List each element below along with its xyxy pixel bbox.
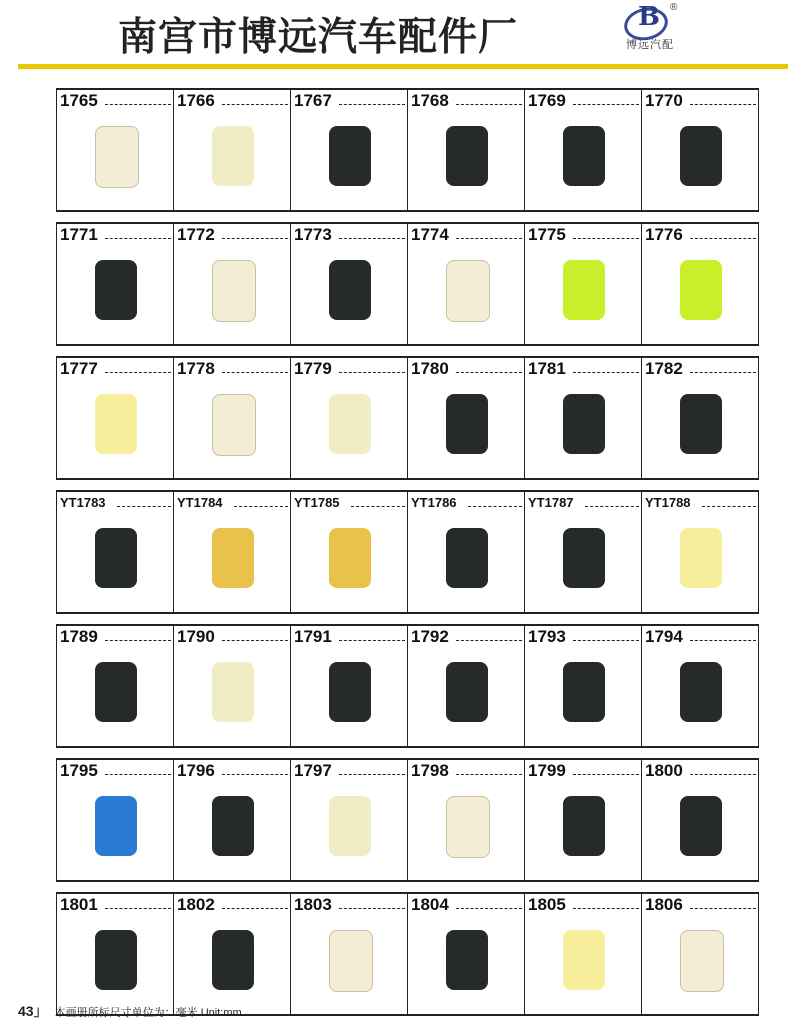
part-code: YT1785	[294, 495, 340, 510]
code-leader-line	[105, 774, 171, 775]
part-photo	[329, 528, 371, 588]
part-code: 1801	[60, 895, 98, 914]
part-photo	[329, 930, 373, 992]
part-cell[interactable]	[57, 894, 174, 1014]
part-code: 1781	[528, 359, 566, 378]
code-leader-line	[573, 372, 639, 373]
code-leader-line	[702, 506, 756, 507]
part-code: 1789	[60, 627, 98, 646]
part-code: 1768	[411, 91, 449, 110]
part-cell[interactable]	[174, 626, 291, 746]
part-cell[interactable]	[642, 90, 759, 210]
part-photo	[212, 260, 256, 322]
part-cell[interactable]	[525, 492, 642, 612]
code-leader-line	[105, 372, 171, 373]
part-photo	[212, 528, 254, 588]
part-photo	[563, 126, 605, 186]
part-cell[interactable]	[291, 90, 408, 210]
code-leader-line	[351, 506, 405, 507]
parts-row	[56, 88, 759, 212]
part-photo	[329, 662, 371, 722]
part-code: 1803	[294, 895, 332, 914]
code-leader-line	[222, 908, 288, 909]
code-leader-line	[456, 774, 522, 775]
part-photo	[212, 394, 256, 456]
code-leader-line	[339, 774, 405, 775]
code-leader-line	[573, 774, 639, 775]
part-code: 1804	[411, 895, 449, 914]
part-photo	[680, 126, 722, 186]
part-cell[interactable]	[408, 224, 525, 344]
part-photo	[563, 930, 605, 990]
part-code: 1793	[528, 627, 566, 646]
part-photo	[563, 394, 605, 454]
part-cell[interactable]	[642, 492, 759, 612]
part-code: 1765	[60, 91, 98, 110]
part-photo	[329, 260, 371, 320]
part-cell[interactable]	[525, 224, 642, 344]
part-code: 1778	[177, 359, 215, 378]
part-photo	[212, 930, 254, 990]
part-code: 1798	[411, 761, 449, 780]
part-code: 1777	[60, 359, 98, 378]
part-cell[interactable]	[408, 90, 525, 210]
part-code: 1779	[294, 359, 332, 378]
part-code: 1791	[294, 627, 332, 646]
code-leader-line	[690, 774, 756, 775]
part-photo	[680, 662, 722, 722]
code-leader-line	[339, 640, 405, 641]
part-photo	[95, 260, 137, 320]
code-leader-line	[690, 238, 756, 239]
part-cell[interactable]	[408, 358, 525, 478]
code-leader-line	[690, 908, 756, 909]
part-cell[interactable]	[525, 626, 642, 746]
code-leader-line	[456, 372, 522, 373]
part-code: 1790	[177, 627, 215, 646]
part-code: 1766	[177, 91, 215, 110]
part-photo	[95, 796, 137, 856]
code-leader-line	[339, 372, 405, 373]
part-cell[interactable]	[525, 760, 642, 880]
code-leader-line	[573, 238, 639, 239]
part-photo	[563, 662, 605, 722]
header-rule	[18, 64, 788, 69]
part-photo	[446, 796, 490, 858]
part-code: 1769	[528, 91, 566, 110]
part-code: 1772	[177, 225, 215, 244]
part-cell[interactable]	[57, 760, 174, 880]
part-cell[interactable]	[525, 358, 642, 478]
part-cell[interactable]	[408, 492, 525, 612]
unit-note: 本画册所标尺寸单位为：毫米 Unit:mm	[54, 1007, 242, 1019]
part-code: 1806	[645, 895, 683, 914]
parts-row	[56, 758, 759, 882]
code-leader-line	[456, 104, 522, 105]
code-leader-line	[105, 908, 171, 909]
part-cell[interactable]	[408, 760, 525, 880]
part-code: 1796	[177, 761, 215, 780]
code-leader-line	[456, 238, 522, 239]
part-cell[interactable]	[642, 894, 759, 1014]
part-cell[interactable]	[174, 224, 291, 344]
part-photo	[329, 394, 371, 454]
page-header	[0, 0, 810, 70]
code-leader-line	[468, 506, 522, 507]
part-cell[interactable]	[525, 894, 642, 1014]
part-cell[interactable]	[291, 894, 408, 1014]
part-cell[interactable]	[642, 760, 759, 880]
code-leader-line	[234, 506, 288, 507]
code-leader-line	[105, 640, 171, 641]
code-leader-line	[105, 104, 171, 105]
part-photo	[446, 662, 488, 722]
code-leader-line	[339, 908, 405, 909]
part-cell[interactable]	[642, 224, 759, 344]
code-leader-line	[222, 238, 288, 239]
part-photo	[95, 930, 137, 990]
code-leader-line	[690, 104, 756, 105]
part-photo	[329, 796, 371, 856]
part-code: 1774	[411, 225, 449, 244]
code-leader-line	[222, 104, 288, 105]
part-photo	[680, 394, 722, 454]
part-cell[interactable]	[57, 492, 174, 612]
part-cell[interactable]	[291, 224, 408, 344]
part-cell[interactable]	[291, 358, 408, 478]
code-leader-line	[222, 774, 288, 775]
part-code: 1794	[645, 627, 683, 646]
logo-letter-icon: B	[638, 2, 660, 32]
company-logo	[622, 2, 686, 52]
part-code: YT1786	[411, 495, 457, 510]
part-photo	[446, 394, 488, 454]
part-photo	[95, 394, 137, 454]
part-cell[interactable]	[291, 492, 408, 612]
page-number: 43」	[18, 1003, 48, 1019]
part-code: 1776	[645, 225, 683, 244]
part-code: 1800	[645, 761, 683, 780]
part-code: 1767	[294, 91, 332, 110]
parts-row	[56, 490, 759, 614]
part-photo	[680, 260, 722, 320]
part-cell[interactable]	[57, 626, 174, 746]
part-code: 1770	[645, 91, 683, 110]
part-photo	[212, 126, 254, 186]
part-photo	[95, 528, 137, 588]
part-cell[interactable]	[57, 358, 174, 478]
part-photo	[212, 662, 254, 722]
part-cell[interactable]	[174, 492, 291, 612]
registered-mark-icon: ®	[670, 2, 678, 13]
page-title: 南宫市博远汽车配件厂	[118, 15, 519, 60]
code-leader-line	[690, 640, 756, 641]
part-cell[interactable]	[174, 358, 291, 478]
part-code: YT1787	[528, 495, 574, 510]
part-cell[interactable]	[291, 626, 408, 746]
code-leader-line	[585, 506, 639, 507]
code-leader-line	[456, 908, 522, 909]
code-leader-line	[573, 908, 639, 909]
code-leader-line	[690, 372, 756, 373]
part-code: 1802	[177, 895, 215, 914]
part-cell[interactable]	[408, 894, 525, 1014]
code-leader-line	[573, 640, 639, 641]
part-photo	[680, 796, 722, 856]
parts-row	[56, 624, 759, 748]
part-code: 1780	[411, 359, 449, 378]
part-photo	[680, 528, 722, 588]
part-cell[interactable]	[408, 626, 525, 746]
part-cell[interactable]	[291, 760, 408, 880]
part-photo	[446, 126, 488, 186]
part-photo	[680, 930, 724, 992]
code-leader-line	[456, 640, 522, 641]
code-leader-line	[105, 238, 171, 239]
part-cell[interactable]	[57, 224, 174, 344]
part-photo	[446, 260, 490, 322]
code-leader-line	[573, 104, 639, 105]
parts-row	[56, 222, 759, 346]
page-footer	[18, 1001, 242, 1021]
part-code: YT1783	[60, 495, 106, 510]
code-leader-line	[222, 372, 288, 373]
code-leader-line	[339, 238, 405, 239]
code-leader-line	[117, 506, 171, 507]
part-cell[interactable]	[525, 90, 642, 210]
part-photo	[563, 796, 605, 856]
part-code: 1797	[294, 761, 332, 780]
part-cell[interactable]	[174, 90, 291, 210]
logo-text: 博远汽配	[626, 39, 674, 51]
part-code: 1799	[528, 761, 566, 780]
part-cell[interactable]	[642, 358, 759, 478]
code-leader-line	[339, 104, 405, 105]
part-photo	[446, 528, 488, 588]
part-code: YT1784	[177, 495, 223, 510]
parts-grid	[56, 88, 759, 1026]
code-leader-line	[222, 640, 288, 641]
parts-row	[56, 356, 759, 480]
part-cell[interactable]	[642, 626, 759, 746]
part-photo	[446, 930, 488, 990]
part-photo	[563, 528, 605, 588]
part-photo	[95, 662, 137, 722]
part-code: 1792	[411, 627, 449, 646]
part-code: 1775	[528, 225, 566, 244]
part-photo	[329, 126, 371, 186]
part-code: 1795	[60, 761, 98, 780]
part-code: 1773	[294, 225, 332, 244]
part-cell[interactable]	[57, 90, 174, 210]
part-photo	[563, 260, 605, 320]
part-cell[interactable]	[174, 760, 291, 880]
part-photo	[95, 126, 139, 188]
part-code: 1771	[60, 225, 98, 244]
part-code: 1782	[645, 359, 683, 378]
part-code: 1805	[528, 895, 566, 914]
part-cell[interactable]	[174, 894, 291, 1014]
part-code: YT1788	[645, 495, 691, 510]
parts-row	[56, 892, 759, 1016]
part-photo	[212, 796, 254, 856]
